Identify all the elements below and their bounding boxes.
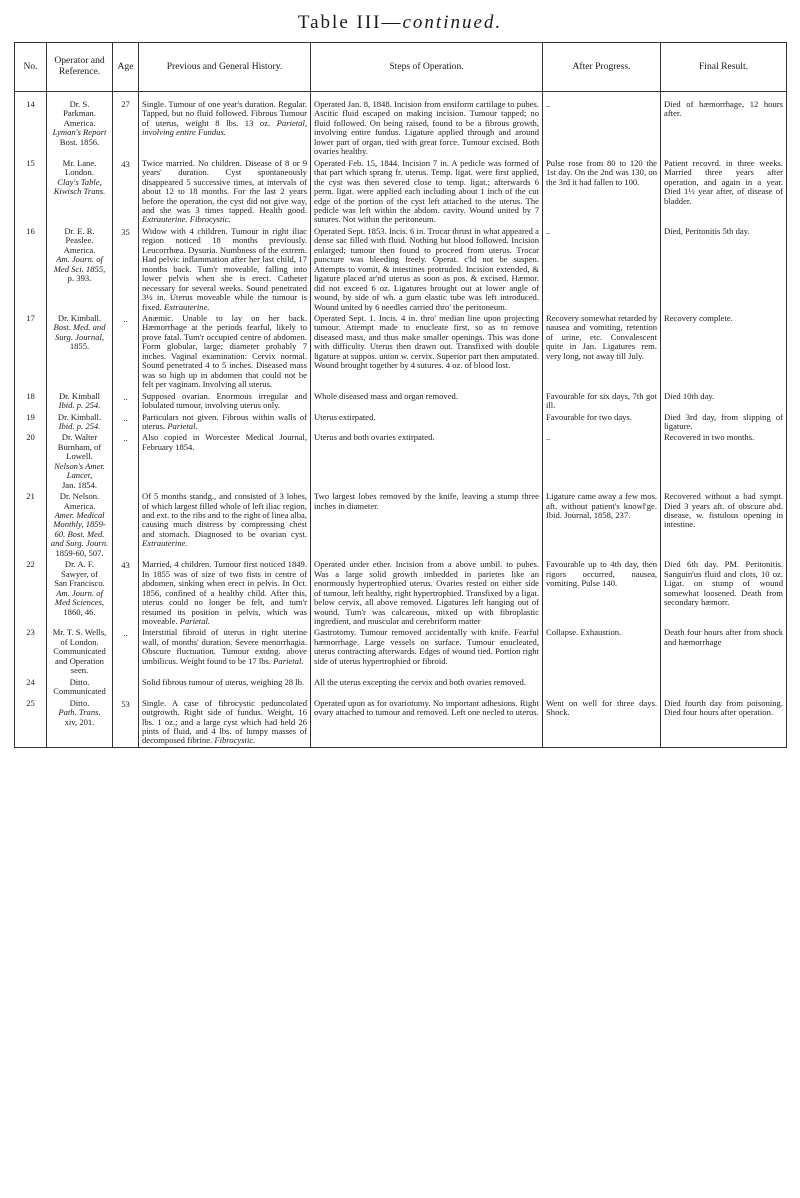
reference-line: Dr. Nelson. <box>59 491 100 502</box>
reference-cell <box>47 491 113 559</box>
reference-line: Dr. Kimball. <box>57 411 102 422</box>
reference-line: Dr. Kimball <box>58 390 101 401</box>
reference-source: Ibid. p. 254. <box>58 400 101 411</box>
reference-cell <box>47 559 113 627</box>
history-cell <box>139 391 311 412</box>
history-cell <box>139 677 311 698</box>
table-row <box>15 559 787 627</box>
reference-line: Mr. T. S. Wells, <box>52 627 107 638</box>
steps-cell: Uterus extirpated. <box>311 412 543 433</box>
reference-line: San Francisco. <box>54 578 105 589</box>
age-cell <box>113 677 139 698</box>
age-cell: 43 <box>113 559 139 627</box>
table-row <box>15 313 787 391</box>
table-row <box>15 391 787 412</box>
history-cell <box>139 627 311 676</box>
steps-cell: Operated Feb. 15, 1844. Incision 7 in. A pedicle was formed of that part which sprang fr. uterus. Temp. ligat. were first applied, the cyst was then severed close to temp. ligat.; afterwards 6 perm. ligat. were applied each including about 1 inch of the cut edge of the portion of the cyst left attached to the uterus. The pedicle was left within the abdom. cavity. Wound united by 7 sutures. Not within the peritoneum. <box>311 158 543 226</box>
header-row <box>15 43 787 92</box>
header-reference: Operator and Reference. <box>47 43 113 92</box>
row-number: 21 <box>15 491 47 559</box>
title-continued: continued. <box>402 12 503 33</box>
reference-cell <box>47 313 113 391</box>
reference-cell <box>47 226 113 313</box>
age-cell <box>113 491 139 559</box>
age-cell: .. <box>113 313 139 391</box>
history-text: Anæmic. Unable to lay on her back. Hæmorrhage at the periods fearful, likely to prove fatal. Tum'r occupied centre of abdomen. Form globular, large; diameter probably 7 inches. Vaginal examination: Cervix normal. Sound penetrated 4 to 5 inches. Diseased mass was so high up in abdomen that could not be felt per vaginam. Involving all uterus. <box>142 312 307 390</box>
title-main: Table III— <box>297 12 403 33</box>
reference-extra: xiv, 201. <box>64 716 95 727</box>
table-row <box>15 491 787 559</box>
reference-source: Lyman's Report <box>52 127 107 138</box>
table-row <box>15 698 787 748</box>
reference-line: America. <box>63 244 96 255</box>
row-number: 19 <box>15 412 47 433</box>
reference-extra: p. 393. <box>67 273 92 284</box>
reference-source: Am. Journ. of Med Sciences, <box>54 587 105 608</box>
history-cell <box>139 432 311 491</box>
steps-cell: Whole diseased mass and organ removed. <box>311 391 543 412</box>
result-cell: Died of hæmorrhage, 12 hours after. <box>661 92 787 158</box>
reference-line: Dr. Kimball. <box>57 312 102 323</box>
table-row <box>15 432 787 491</box>
steps-cell: All the uterus excepting the cervix and both ovaries removed. <box>311 677 543 698</box>
reference-line: London. <box>65 167 94 178</box>
reference-line: of London. <box>60 636 99 647</box>
reference-extra: 1860, 46. <box>63 606 96 617</box>
reference-cell <box>47 627 113 676</box>
reference-line: Parkman. <box>63 108 96 119</box>
history-cell <box>139 698 311 748</box>
reference-line: Communicated <box>53 646 106 657</box>
progress-cell: .. <box>543 92 661 158</box>
history-classification: Fibrocystic. <box>214 735 256 746</box>
reference-cell <box>47 412 113 433</box>
reference-line: Ditto. <box>69 697 90 708</box>
row-number: 16 <box>15 226 47 313</box>
reference-line: Communicated <box>53 686 106 697</box>
reference-line: Dr. S. <box>69 99 90 109</box>
result-cell: Died fourth day from poisoning. Died four hours after operation. <box>661 698 787 748</box>
reference-cell <box>47 158 113 226</box>
table-row <box>15 412 787 433</box>
reference-source: Ibid. p. 254. <box>58 420 101 431</box>
history-text: Married, 4 children. Tumour first noticed 1849. In 1855 was of size of two fists in centre of abdomen, sinking when erect in pelvis. In Oct. 1856, confined of a healthy child. After this, uterus could no longer be felt, and tum'r resumed its position in pelvis, which was moveable. <box>142 559 307 627</box>
header-no: No. <box>15 43 47 92</box>
row-number: 24 <box>15 677 47 698</box>
row-number: 18 <box>15 391 47 412</box>
reference-cell <box>47 677 113 698</box>
history-text: Interstitial fibroid of uterus in right uterine wall, of months' duration. Severe menorrhagia. Obscure fluctuation. Tumour extdng. above umbilicus. Weight found to be 17 lbs. <box>142 627 307 666</box>
history-classification: Parietal. <box>179 616 211 627</box>
row-number: 15 <box>15 158 47 226</box>
header-steps: Steps of Operation. <box>311 43 543 92</box>
reference-line: Lowell. <box>66 451 93 462</box>
progress-cell: .. <box>543 432 661 491</box>
row-number: 17 <box>15 313 47 391</box>
reference-line: and Operation <box>55 655 104 666</box>
result-cell: Patient recovrd. in three weeks. Married three years after operation, and again in a year. Died 1½ year after, of disease of bladder. <box>661 158 787 226</box>
progress-cell: Favourable up to 4th day, then rigors occurred, nausea, vomiting. Pulse 140. <box>543 559 661 627</box>
age-cell: .. <box>113 432 139 491</box>
cases-table <box>14 42 787 748</box>
history-classification: Parietal. <box>167 420 198 431</box>
history-classification: Extrauterine. <box>142 538 188 549</box>
table-row <box>15 226 787 313</box>
reference-source: Bost. Med. and Surg. Journal, <box>53 322 106 342</box>
result-cell: Died 3rd day, from slipping of ligature. <box>661 412 787 433</box>
progress-cell: Pulse rose from 80 to 120 the 1st day. On the 2nd was 130, on the 3rd it had fallen to 100. <box>543 158 661 226</box>
history-cell <box>139 158 311 226</box>
reference-line: Ditto. <box>69 676 90 687</box>
age-cell: .. <box>113 627 139 676</box>
history-cell <box>139 412 311 433</box>
reference-source: Clay's Table, Kiwisch Trans. <box>53 176 106 197</box>
reference-line: Sawyer, of <box>61 568 98 579</box>
reference-source: Amer. Medical Monthly, 1859-60. Bost. Med. and Surg. Journ. <box>50 510 109 549</box>
age-cell: 53 <box>113 698 139 748</box>
reference-source: Am. Journ. of Med Sci. 1855, <box>53 254 106 274</box>
history-text: Widow with 4 children. Tumour in right iliac region noticed 18 months previously. Leucorrhœa. Dysuria. Numbness of the extrem. Had pelvic inflammation after her last child, 17 months back. Tum'r moveable, falling into lower pelvis when she is erect. Catheter necessary for several weeks. Sound penetrated 3½ in. Uterus moveable while the tumour is fixed. <box>142 225 307 312</box>
table-row <box>15 158 787 226</box>
reference-line: Burnham, of <box>57 441 102 452</box>
age-cell: .. <box>113 391 139 412</box>
table-body <box>15 92 787 748</box>
reference-source: Nelson's Amer. Lancet, <box>54 460 105 481</box>
history-cell <box>139 313 311 391</box>
reference-line: Dr. E. R. <box>64 225 95 236</box>
result-cell: Death four hours after from shock and hæmorrhage <box>661 627 787 676</box>
reference-extra: Jan. 1854. <box>61 479 98 490</box>
history-text: Of 5 months standg., and consisted of 3 lobes, of which largest filled whole of left iliac region, and ext. to the ribs and to the right of linea alba, causing much distress by compressing chest and stomach. Diagnosed to be ovarian cyst. <box>142 491 307 539</box>
history-text: Particulars not given. Fibrous within walls of uterus. <box>142 411 307 431</box>
progress-cell: Collapse. Exhaustion. <box>543 627 661 676</box>
history-classification: Parietal, involving entire Fundus. <box>142 117 307 138</box>
steps-cell: Gastrotomy. Tumour removed accidentally with knife. Fearful hæmorrhage. Large vessels on surface. Tumour enucleated, uterus contracting afterwards. Edges of wound tied. Portion right side of uterus hypertrophied or fibroid. <box>311 627 543 676</box>
reference-extra: 1855. <box>69 341 90 352</box>
header-progress: After Progress. <box>543 43 661 92</box>
header-result: Final Result. <box>661 43 787 92</box>
result-cell: Died, Peritonitis 5th day. <box>661 226 787 313</box>
history-text: Single. Tumour of one year's duration. Regular. Tapped, but no fluid followed. Fibrous Tumour of uterus, weight 8 lbs. 13 oz. <box>142 99 307 128</box>
progress-cell: Favourable for six days, 7th got ill. <box>543 391 661 412</box>
steps-cell: Operated Jan. 8, 1848. Incision from ensiform cartilage to pubes. Ascitic fluid escaped on making incision. Tumour tapped; no fluid followed. On being raised, found to be a fibrous growth, involving entire fundus. Ligature applied through and around lower part of organ, tied with great force. Tumour excised. Both ovaries healthy. <box>311 92 543 158</box>
history-text: Supposed ovarian. Enormous irregular and lobulated tumour, involving uterus only. <box>142 390 307 411</box>
reference-cell <box>47 432 113 491</box>
history-classification: Extrauterine. <box>163 301 210 312</box>
history-cell <box>139 559 311 627</box>
row-number: 22 <box>15 559 47 627</box>
steps-cell: Operated under ether. Incision from a above umbil. to pubes. Was a large solid growth imbedded in parietes like an enormously hypertrophied uterus. Ovaries rested on either side of tumour, left healthy, right hypertrophied. Transfixed by a ligat. below cervix, all above removed. Ligatures left hanging out of wound. Tum'r was calcareous, mixed up with fibroplastic ingredient, and muscular and cerebriform matter <box>311 559 543 627</box>
steps-cell: Uterus and both ovaries extirpated. <box>311 432 543 491</box>
history-cell <box>139 226 311 313</box>
progress-cell: Recovery somewhat retarded by nausea and vomiting, retention of urine, etc. Convalescent quite in Jan. Ligatures rem. very long, not away till July. <box>543 313 661 391</box>
reference-line: Dr. A. F. <box>64 559 95 570</box>
result-cell: Recovered without a bad sympt. Died 3 years aft. of obscure abd. disease, w. fistulous opening in intestine. <box>661 491 787 559</box>
age-cell: .. <box>113 412 139 433</box>
history-cell <box>139 92 311 158</box>
steps-cell: Operated Sept. 1853. Incis. 6 in. Trocar thrust in what appeared a dense sac filled with fluid. Nothing but blood followed. Incision enlarged; tumour then found to proceed from uterus. Trocar puncture was bleeding freely. Operat. c'ld not be suspen. Attempts to vomit, & intestines protruded. Incision extended, & ligature placed ar'nd uterus as soon as pos. & excised. Hæmor. did not exceed 6 oz. Ligatures brought out at lower angle of wound, by side of wh. a gum elastic tube was left introduced. Wound united by 6 needles carried thro' the peritoneum. <box>311 226 543 313</box>
table-row <box>15 677 787 698</box>
reference-cell <box>47 391 113 412</box>
reference-line: seen. <box>70 665 89 676</box>
reference-extra: 1859-60, 507. <box>55 547 104 558</box>
row-number: 20 <box>15 432 47 491</box>
progress-cell: Favourable for two days. <box>543 412 661 433</box>
reference-line: America. <box>63 117 96 128</box>
result-cell <box>661 677 787 698</box>
age-cell: 43 <box>113 158 139 226</box>
history-cell <box>139 491 311 559</box>
progress-cell: Went on well for three days. Shock. <box>543 698 661 748</box>
reference-source: Path. Trans. <box>58 707 101 718</box>
progress-cell: Ligature came away a few mos. aft. without patient's knowl'ge. Ibid. Journal, 1858, 237. <box>543 491 661 559</box>
page-title <box>0 12 800 34</box>
table-row <box>15 627 787 676</box>
steps-cell: Operated Sept. 1. Incis. 4 in. thro' median line upon projecting tumour. Attempt made to enucleate first, so as to remove diseased mass, and thus make smaller openings. This was done with difficulty. Uterus then drawn out. Transfixed with double ligature at suppos. union w. cervix. Superior part then amputated. Wound brought together by 4 sutures. 4 oz. of blood lost. <box>311 313 543 391</box>
reference-line: America. <box>63 500 96 511</box>
age-cell: 27 <box>113 92 139 158</box>
steps-cell: Operated upon as for ovariotomy. No important adhesions. Right ovary attached to tumour and removed. Left one necled to uterus. <box>311 698 543 748</box>
steps-cell: Two largest lobes removed by the knife, leaving a stump three inches in diameter. <box>311 491 543 559</box>
history-text: Solid fibrous tumour of uterus, weighing 28 lb. <box>142 676 305 687</box>
progress-cell: .. <box>543 226 661 313</box>
result-cell: Died 6th day. PM. Peritonitis. Sanguin'us fluid and clots, 10 oz. Ligat. on stump of wound somewhat loosened. Death from secondary hæmorr. <box>661 559 787 627</box>
header-history: Previous and General History. <box>139 43 311 92</box>
table-row <box>15 92 787 158</box>
reference-line: Peaslee. <box>65 235 94 246</box>
history-text: Twice married. No children. Disease of 8 or 9 years' duration. Cyst spontaneously disappeared 5 successive times, at intervals of about 12 to 18 months. For the last 2 years before the operation, the cyst did not give way, and she was 3 times tapped. Health good. <box>142 157 307 215</box>
row-number: 23 <box>15 627 47 676</box>
row-number: 14 <box>15 92 47 158</box>
result-cell: Died 10th day. <box>661 391 787 412</box>
row-number: 25 <box>15 698 47 748</box>
header-age: Age <box>113 43 139 92</box>
reference-extra: Bost. 1856. <box>59 136 100 147</box>
result-cell: Recovered in two months. <box>661 432 787 491</box>
history-classification: Extrauterine. Fibrocystic. <box>142 214 231 225</box>
progress-cell <box>543 677 661 698</box>
age-cell: 35 <box>113 226 139 313</box>
reference-cell <box>47 92 113 158</box>
reference-cell <box>47 698 113 748</box>
reference-line: Mr. Lane. <box>62 157 97 168</box>
history-text: Single. A case of fibrocystic peduncolated outgrowth. Right side of fundus. Weight, 16 lbs. 1 oz.; and a large cyst which had held 26 pints of fluid, and 4 lbs. of lumpy masses of decomposed fibrine. <box>142 697 307 746</box>
history-text: Also copied in Worcester Medical Journal, February 1854. <box>142 432 307 452</box>
history-classification: Parietal. <box>273 655 304 666</box>
result-cell: Recovery complete. <box>661 313 787 391</box>
reference-line: Dr. Walter <box>61 432 98 443</box>
